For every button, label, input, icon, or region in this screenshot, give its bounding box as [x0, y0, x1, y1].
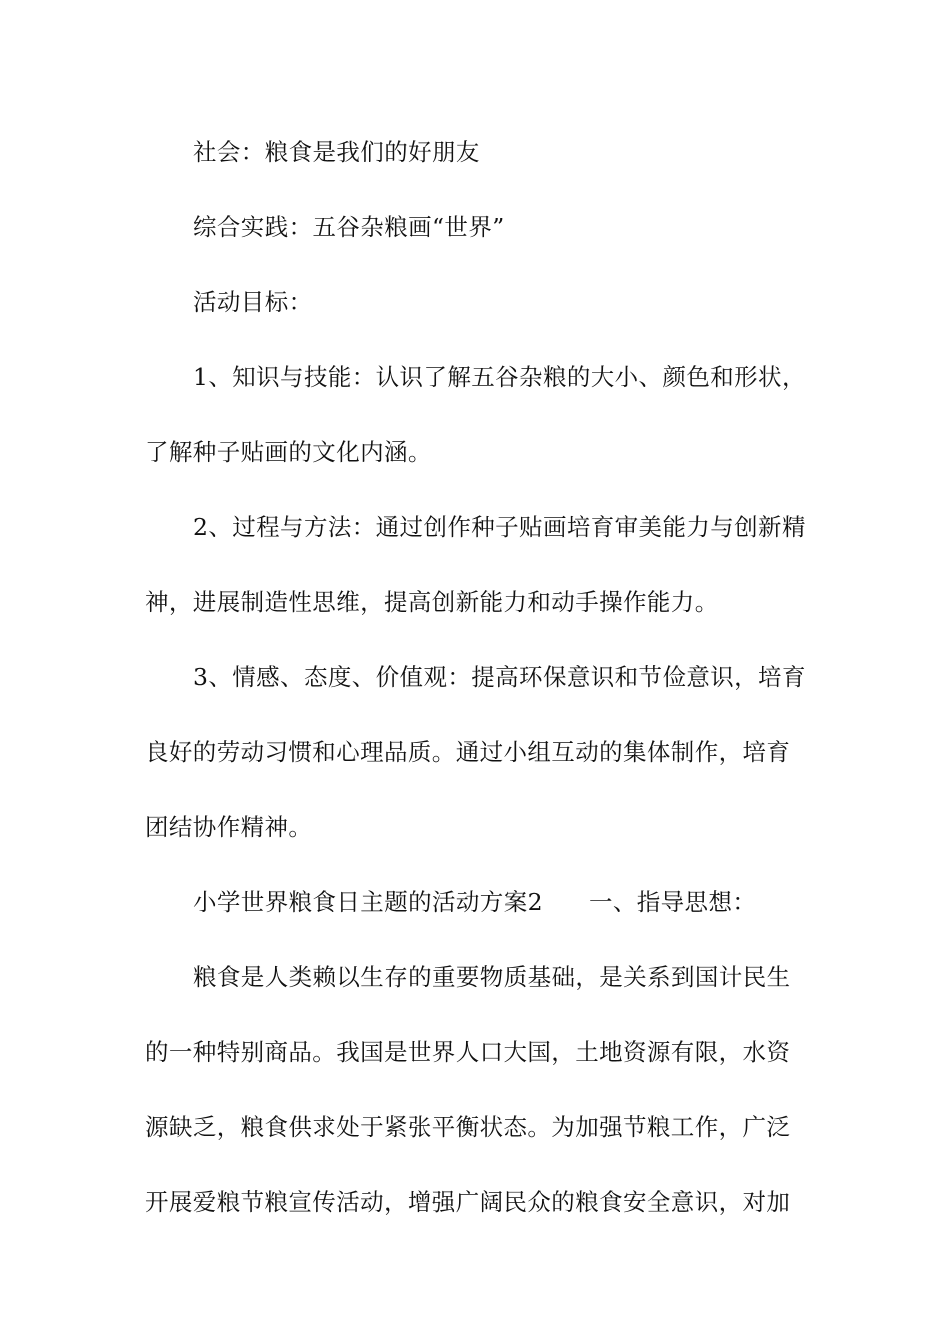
text-line-goal-2-cont: 神，进展制造性思维，提高创新能力和动手操作能力。	[145, 588, 719, 616]
plan-title: 小学世界粮食日主题的活动方案2	[193, 888, 543, 916]
text-line-goal-1: 1、知识与技能：认识了解五谷杂粮的大小、颜色和形状，	[193, 363, 806, 391]
text-line-para-4: 开展爱粮节粮宣传活动，增强广阔民众的粮食安全意识，对加	[145, 1188, 791, 1216]
text-line-para-1: 粮食是人类赖以生存的重要物质基础，是关系到国计民生	[193, 963, 791, 991]
text-line-social: 社会：粮食是我们的好朋友	[193, 138, 480, 166]
text-line-practice: 综合实践：五谷杂粮画“世界”	[193, 213, 505, 241]
text-line-goals-heading: 活动目标：	[193, 288, 313, 316]
text-line-goal-3-end: 团结协作精神。	[145, 813, 313, 841]
section-heading-line	[193, 887, 815, 917]
guiding-thought-heading: 一、指导思想：	[588, 888, 757, 916]
text-line-goal-1-cont: 了解种子贴画的文化内涵。	[145, 438, 432, 466]
text-line-para-3: 源缺乏，粮食供求处于紧张平衡状态。为加强节粮工作，广泛	[145, 1113, 791, 1141]
text-line-goal-3: 3、情感、态度、价值观：提高环保意识和节俭意识，培育	[193, 663, 806, 691]
text-line-goal-3-cont: 良好的劳动习惯和心理品质。通过小组互动的集体制作，培育	[145, 738, 791, 766]
text-line-goal-2: 2、过程与方法：通过创作种子贴画培育审美能力与创新精	[193, 513, 806, 541]
text-line-para-2: 的一种特别商品。我国是世界人口大国，土地资源有限，水资	[145, 1038, 791, 1066]
